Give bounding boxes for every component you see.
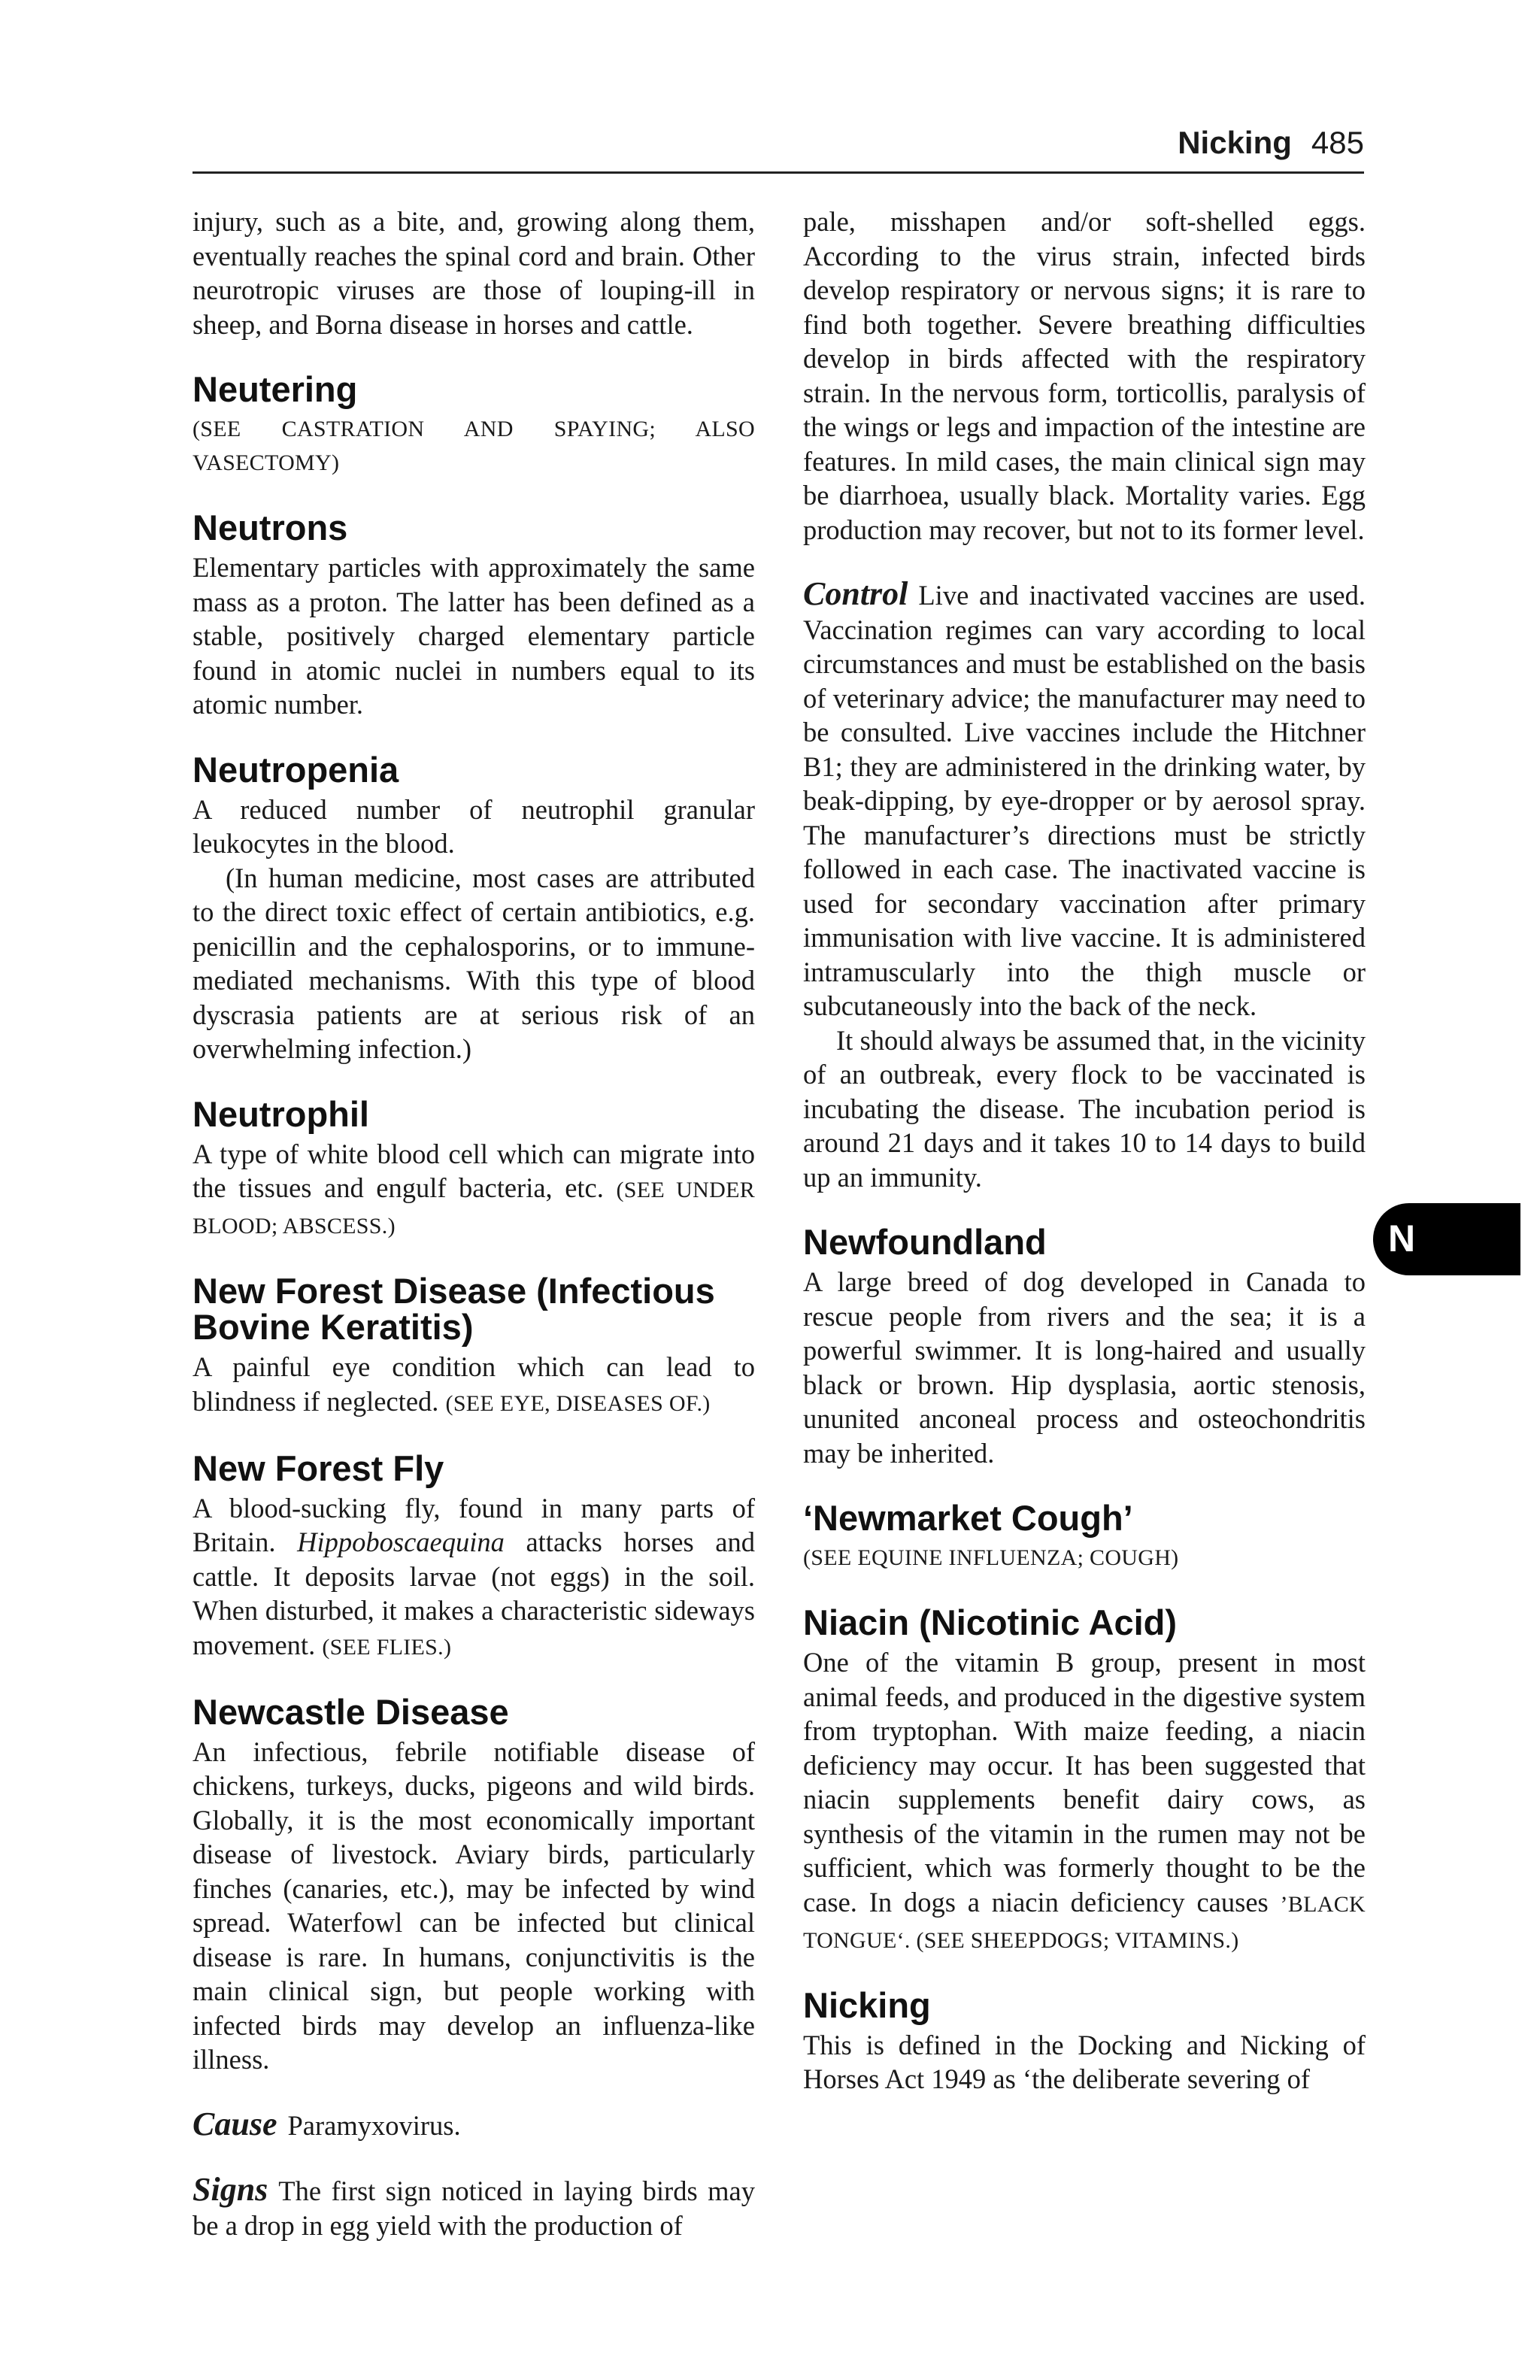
entry-text — [192, 1491, 755, 1664]
cross-reference: (SEE EYE, DISEASES OF.) — [445, 1390, 711, 1416]
species-name: Hippoboscaequina — [297, 1527, 505, 1557]
cause-text: Paramyxovirus. — [287, 2109, 461, 2141]
cause-paragraph — [192, 2107, 755, 2143]
entry-title-newfoundland: Newfoundland — [803, 1222, 1047, 1262]
signs-text: The first sign noticed in laying birds may be a drop in egg yield with the production of — [192, 2175, 755, 2241]
cross-reference: ’BLACK TONGUE‘. (SEE SHEEPDOGS; VITAMINS.) — [803, 1891, 1366, 1953]
running-head — [1178, 125, 1364, 161]
control-text: Live and inactivated vaccines are used. Vaccination regimes can vary according to local circumstances and must be established on the basis of veterinary advice; the manufacturer may need to be consulted. Live vaccines include the Hitchner B1; they are administered in the drinking water, by beak-dipping, by eye-dropper or by aerosol spray. The manufacturer’s directions must be strictly followed in each case. The inactivated vaccine is used for secondary vaccination after primary immunisation with live vaccine. It is administered intramuscularly into the thigh muscle or subcutaneously into the back of the neck. — [803, 580, 1366, 1021]
intro-text: injury, such as a bite, and, growing along them, eventually reaches the spinal cord and brain. Other neurotropic viruses are those of louping-ill in sheep, and Borna disease in horses and cattle. — [192, 206, 755, 340]
entry-text — [803, 1645, 1366, 1957]
entry-title-neutering: Neutering — [192, 369, 358, 409]
entry-title-new-forest-fly: New Forest Fly — [192, 1448, 444, 1488]
entry-text: (In human medicine, most cases are attributed to the direct toxic effect of certain antibiotics, e.g. penicillin and the cephalosporins, or to immune-mediated mechanisms. With this type of blood dyscrasia patients are at serious risk of an overwhelming infection.) — [192, 862, 755, 1064]
entry-text — [192, 1137, 755, 1244]
entry-text — [192, 1350, 755, 1420]
entry-title-niacin: Niacin (Nicotinic Acid) — [803, 1602, 1178, 1642]
running-header — [192, 125, 1364, 174]
entry-text: A large breed of dog developed in Canada to rescue people from rivers and the sea; it is a powerful swimmer. It is long-haired and usually black or brown. Hip dysplasia, aortic stenosis, ununited anconeal process and osteochondritis may be inherited. — [803, 1266, 1366, 1469]
running-headword: Nicking — [1178, 125, 1292, 160]
control-paragraph — [803, 577, 1366, 1023]
signs-continued-text: pale, misshapen and/or soft-shelled eggs. According to the virus strain, infected birds develop respiratory or nervous signs; it is rare to find both together. Severe breathing difficulties develop in birds affected with the respiratory strain. In the nervous form, torticollis, paralysis of the wings or legs and impaction of the intestine are features. In mild cases, the main clinical sign may be diarrhoea, usually black. Mortality varies. Egg production may recover, but not to its former level. — [803, 206, 1366, 545]
left-column — [192, 205, 755, 2242]
entry-text: An infectious, febrile notifiable disease of chickens, turkeys, ducks, pigeons and wild birds. Globally, it is the most economically important disease of livestock. Aviary birds, particularly finches (canaries, etc.), may be infected by wind spread. Waterfowl can be infected but clinical disease is rare. In humans, conjunctivitis is the main clinical sign, but people working with infected birds may develop an influenza-like illness. — [192, 1736, 755, 2075]
cross-reference: (SEE CASTRATION AND SPAYING; ALSO VASECTOMY) — [192, 417, 755, 475]
subheading-cause: Cause — [192, 2105, 277, 2142]
section-letter-tab — [1373, 1203, 1520, 1275]
subheading-control: Control — [803, 575, 908, 612]
entry-text: This is defined in the Docking and Nicking of Horses Act 1949 as ‘the deliberate severing of — [803, 2029, 1366, 2094]
signs-paragraph — [192, 2172, 755, 2242]
entry-sentence: A blood-sucking fly, found in many parts of Britain. — [192, 1492, 755, 1557]
control-text-2: It should always be assumed that, in the vicinity of an outbreak, every flock to be vaccinated is incubating the disease. The incubation period is around 21 days and it takes 10 to 14 days to build up an immunity. — [803, 1024, 1366, 1193]
entry-title-neutrons: Neutrons — [192, 508, 348, 547]
entry-sentence: A type of white blood cell which can migrate into the tissues and engulf bacteria, etc. — [192, 1138, 755, 1203]
entry-title-nicking: Nicking — [803, 1984, 931, 2025]
entry-title-newmarket-cough: ‘Newmarket Cough’ — [803, 1498, 1133, 1538]
entry-text: A reduced number of neutrophil granular leukocytes in the blood. — [192, 793, 755, 859]
section-letter: N — [1388, 1217, 1416, 1260]
entry-sentence: A painful eye condition which can lead to blindness if neglected. — [192, 1351, 755, 1417]
right-column — [803, 205, 1366, 2097]
cross-reference: (SEE UNDER BLOOD; ABSCESS.) — [192, 1178, 756, 1239]
cross-reference: (SEE EQUINE INFLUENZA; COUGH) — [803, 1545, 1179, 1570]
entry-sentence: One of the vitamin B group, present in most animal feeds, and produced in the digestive system from tryptophan. With maize feeding, a niacin deficiency may occur. It has been suggested that niacin supplements benefit dairy cows, as synthesis of the vitamin in the rumen may not be sufficient, which was formerly thought to be the case. In dogs a niacin deficiency causes — [803, 1647, 1366, 1918]
entry-sentence: attacks horses and cattle. It deposits larvae (not eggs) in the soil. When disturbed, it makes a characteristic sideways movement. — [192, 1527, 755, 1660]
page-number: 485 — [1311, 125, 1364, 160]
entry-title-neutrophil: Neutrophil — [192, 1093, 369, 1134]
entry-text: Elementary particles with approximately the same mass as a proton. The latter has been defined as a stable, positively charged elementary particle found in atomic nuclei in numbers equal to its atomic number. — [192, 552, 755, 720]
entry-title-new-forest-disease: New Forest Disease (Infectious Bovine Keratitis) — [192, 1271, 715, 1347]
subheading-signs: Signs — [192, 2171, 268, 2208]
entry-title-newcastle-disease: Newcastle Disease — [192, 1691, 509, 1732]
entry-title-neutropenia: Neutropenia — [192, 749, 399, 790]
cross-reference: (SEE FLIES.) — [322, 1634, 452, 1660]
